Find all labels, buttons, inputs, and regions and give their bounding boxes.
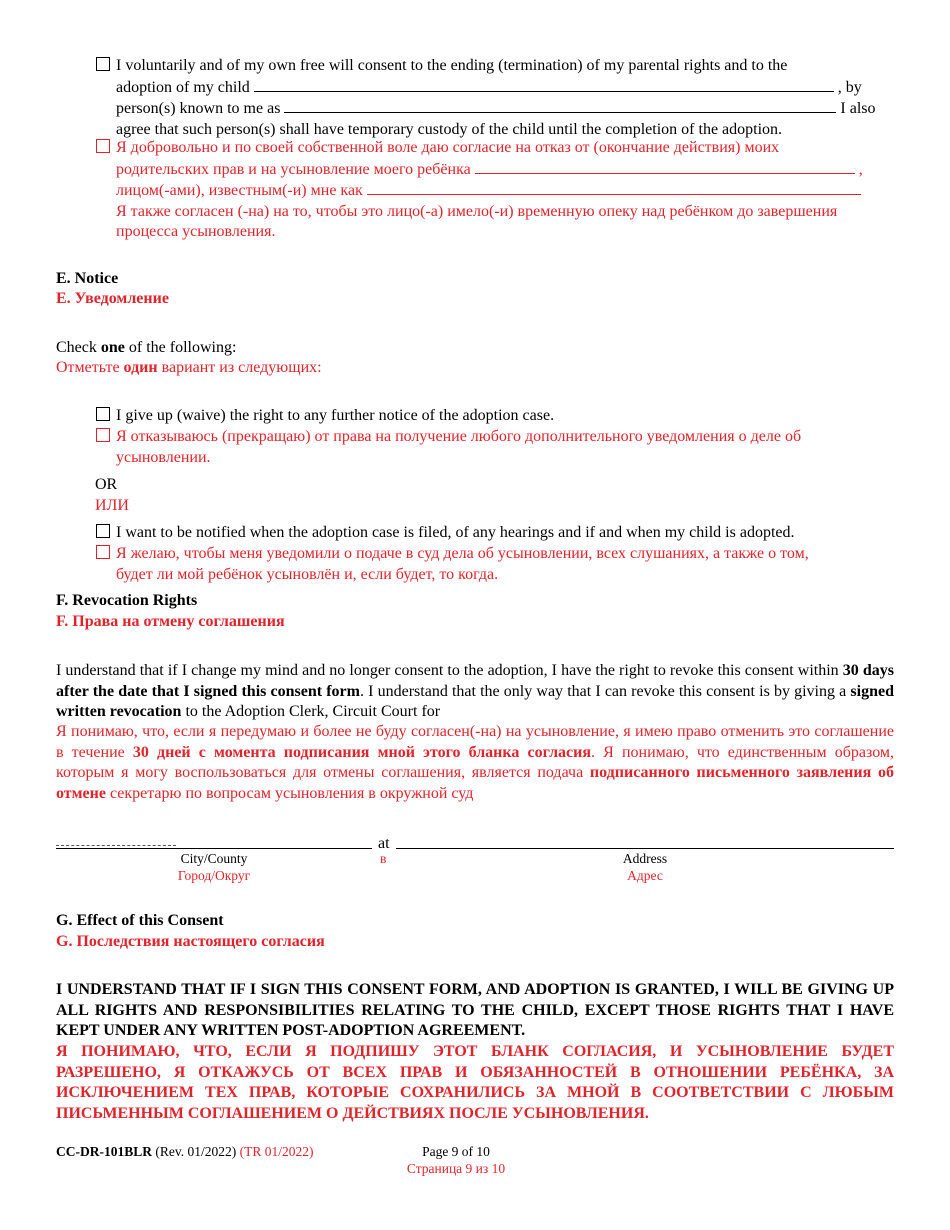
notify-label-ru: Я желаю, чтобы меня уведомили о подаче в суд дела об усыновлении, всех слушаниях, а также о том, будет ли мой ребёнок усыновлён и, если будет, то когда. — [116, 545, 809, 583]
section-e-heading: E. Notice — [56, 270, 119, 287]
revocation-text: I understand that if I change my mind and no longer consent to the adoption, I have the right to revoke this consent within 30 days after the date that I signed this consent form. I understand that the only way that I can revoke this consent is by giving a signed written revocation to the Adoption Clerk, Circuit Court for — [56, 662, 894, 720]
city-county-label-ru: Город/Округ — [177, 868, 251, 883]
page-number: Page 9 of 10 — [422, 1144, 490, 1159]
section-f-heading-ru: F. Права на отмену соглашения — [56, 613, 285, 630]
consent-option-en: I voluntarily and of my own free will consent to the ending (termination) of my parental rights and to the adoption of my child , by person(s) known to me as I also agree that such person(s) shall have temporary custody of the child until the completion of the adoption. — [116, 57, 876, 138]
form-id: CC-DR-101BLR (Rev. 01/2022) (TR 01/2022) — [56, 1144, 314, 1159]
notify-checkbox-ru[interactable] — [96, 545, 110, 559]
revocation-text-ru: Я понимаю, что, если я передумаю и более не буду согласен(-на) на усыновление, я имею право отменить это соглашение в течение 30 дней с момента подписания мной этого бланка согласия. Я понимаю, что единственным образом, которым я могу воспользоваться для отмены соглашения, является подача подписанного письменного заявления об отмене секретарю по вопросам усыновления в окружной суд — [56, 723, 895, 802]
section-f-heading: F. Revocation Rights — [56, 592, 198, 609]
or-label: OR — [95, 476, 118, 493]
waive-notice-label: I give up (waive) the right to any further notice of the adoption case. — [116, 407, 555, 424]
at-label-ru: в — [380, 851, 387, 866]
consent-checkbox-ru[interactable] — [96, 139, 110, 153]
notify-label: I want to be notified when the adoption case is filed, of any hearings and if and when my child is adopted. — [116, 524, 795, 541]
section-g-heading: G. Effect of this Consent — [56, 912, 224, 929]
or-label-ru: ИЛИ — [95, 497, 129, 514]
notify-checkbox[interactable] — [96, 524, 110, 538]
check-one-instruction-ru: Отметьте один вариант из следующих: — [56, 359, 322, 376]
city-county-label: City/County — [180, 851, 248, 866]
section-g-heading-ru: G. Последствия настоящего согласия — [56, 933, 325, 950]
city-county-prefill — [56, 845, 176, 846]
child-name-field[interactable] — [254, 77, 834, 92]
adoptive-persons-field-ru[interactable] — [367, 180, 861, 195]
check-one-instruction: Check one of the following: — [56, 339, 237, 356]
effect-statement: I UNDERSTAND THAT IF I SIGN THIS CONSENT FORM, AND ADOPTION IS GRANTED, I WILL BE GIVING UP ALL RIGHTS AND RESPONSIBILITIES RELATING TO THE CHILD, EXCEPT THOSE RIGHTS THAT I HAVE KEPT UNDER ANY WRITTEN POST-ADOPTION AGREEMENT. — [56, 981, 894, 1039]
effect-statement-ru: Я ПОНИМАЮ, ЧТО, ЕСЛИ Я ПОДПИШУ ЭТОТ БЛАНК СОГЛАСИЯ, И УСЫНОВЛЕНИЕ БУДЕТ РАЗРЕШЕНО, Я ОТКАЖУСЬ ОТ ВСЕХ ПРАВ И ОБЯЗАННОСТЕЙ В ОТНОШЕНИИ РЕБЁНКА, ЗА ИСКЛЮЧЕНИЕМ ТЕХ ПРАВ, КОТОРЫЕ СОХРАНИЛИСЬ ЗА МНОЙ В СООТВЕТСТВИИ С ЛЮБЫМ ПИСЬМЕННЫМ СОГЛАШЕНИЕМ О ДЕЙСТВИЯХ ПОСЛЕ УСЫНОВЛЕНИЯ. — [56, 1043, 894, 1122]
at-label: at — [378, 835, 390, 852]
address-label: Address — [622, 851, 668, 866]
waive-notice-checkbox[interactable] — [96, 407, 110, 421]
section-e-heading-ru: E. Уведомление — [56, 290, 169, 307]
consent-checkbox[interactable] — [96, 57, 110, 71]
adoptive-persons-field[interactable] — [284, 98, 836, 113]
address-label-ru: Адрес — [627, 868, 663, 883]
consent-option-ru: Я добровольно и по своей собственной воле даю согласие на отказ от (окончание действия) моих родительских прав и на усыновление моего ребёнка , лицом(-ами), известным(-и) мне как Я также согласен (-на) на то, чтобы это лицо(-а) имело(-и) временную опеку над ребёнком до завершения процесса усыновления. — [116, 139, 863, 240]
waive-notice-label-ru: Я отказываюсь (прекращаю) от права на получение любого дополнительного уведомления о деле об усыновлении. — [116, 428, 802, 466]
child-name-field-ru[interactable] — [475, 159, 855, 174]
waive-notice-checkbox-ru[interactable] — [96, 428, 110, 442]
page-number-ru: Страница 9 из 10 — [406, 1161, 506, 1176]
